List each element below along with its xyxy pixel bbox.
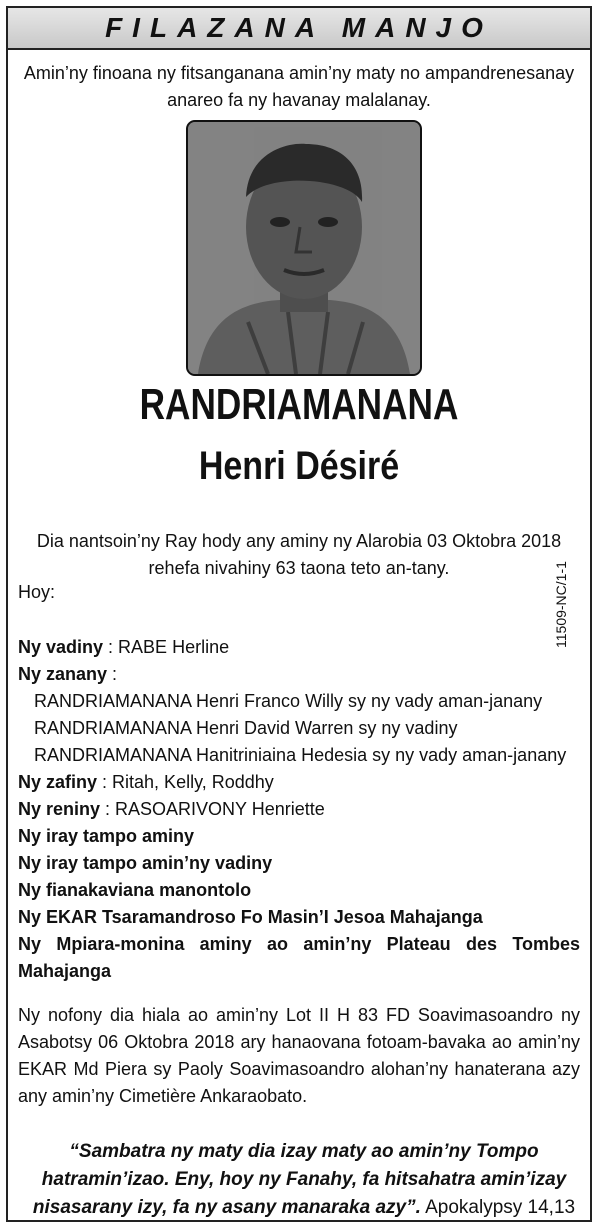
quote-open: “ xyxy=(69,1141,79,1162)
hoy-label: Hoy: xyxy=(18,582,56,602)
wife-label: Ny vadiny xyxy=(18,637,104,657)
family-list xyxy=(18,634,580,985)
header-banner xyxy=(8,8,590,50)
children-label: Ny zanany xyxy=(18,664,108,684)
portrait-photo-icon xyxy=(188,122,420,374)
children-colon: : xyxy=(107,664,118,684)
children-row xyxy=(18,661,580,688)
mother-row xyxy=(18,796,580,823)
wife-value: : RABE Herline xyxy=(103,637,230,657)
reference-number: 11509-NC/1-1 xyxy=(553,561,569,648)
child-item: RANDRIAMANANA Hanitriniaina Hedesia sy ny vady aman-janany xyxy=(34,745,567,765)
group-item: Ny iray tampo amin’ny vadiny xyxy=(18,853,273,873)
group-item: Ny iray tampo aminy xyxy=(18,826,195,846)
quote-reference: Apokalypsy 14,13 xyxy=(420,1197,576,1218)
quote-text: Sambatra ny maty dia izay maty ao amin’ny Tompo hatramin’izao. Eny, hoy ny Fanahy, fa hitsahatra amin’izay nisasarany izy, fa ny asany manaraka azy xyxy=(32,1141,567,1218)
grandchildren-row xyxy=(18,769,580,796)
intro-text: Amin’ny finoana ny fitsanganana amin’ny maty no ampandrenesanay anareo fa ny havanay malalanay. xyxy=(23,63,575,110)
grandchildren-label: Ny zafiny xyxy=(18,772,98,792)
wife-row xyxy=(18,634,580,661)
child-item: RANDRIAMANANA Henri Franco Willy sy ny vady aman-janany xyxy=(34,691,543,711)
group-item: Ny fianakaviana manontolo xyxy=(18,880,252,900)
announcement-frame xyxy=(6,6,592,1222)
deceased-given-name: Henri Désiré xyxy=(198,444,400,488)
child-item: RANDRIAMANANA Henri David Warren sy ny vadiny xyxy=(34,718,458,738)
funeral-details: Ny nofony dia hiala ao amin’ny Lot II H 83 FD Soavimasoandro ny Asabotsy 06 Oktobra 2018 ary hanaovana fotoam-bavaka ao amin’ny EKAR Md Piera sy Paoly Soavimasoandro alohan’ny hanaterana azy any amin’ny Cimetière Ankaraobato. xyxy=(18,1005,580,1106)
grandchildren-value: : Ritah, Kelly, Roddhy xyxy=(97,772,274,792)
mother-value: : RASOARIVONY Henriette xyxy=(100,799,325,819)
quote-close: ”. xyxy=(406,1197,421,1218)
header-title: FILAZANA MANJO xyxy=(105,12,493,43)
group-item: Ny Mpiara-monina aminy ao amin’ny Plateau des Tombes Mahajanga xyxy=(18,934,580,981)
deceased-surname: RANDRIAMANANA xyxy=(139,380,459,429)
mother-label: Ny reniny xyxy=(18,799,101,819)
death-notice-text: Dia nantsoin’ny Ray hody any aminy ny Alarobia 03 Oktobra 2018 rehefa nivahiny 63 taona teto an-tany. xyxy=(36,531,562,578)
portrait-photo xyxy=(186,120,422,376)
bible-quote xyxy=(28,1138,580,1222)
group-item: Ny EKAR Tsaramandroso Fo Masin’I Jesoa Mahajanga xyxy=(18,907,483,927)
